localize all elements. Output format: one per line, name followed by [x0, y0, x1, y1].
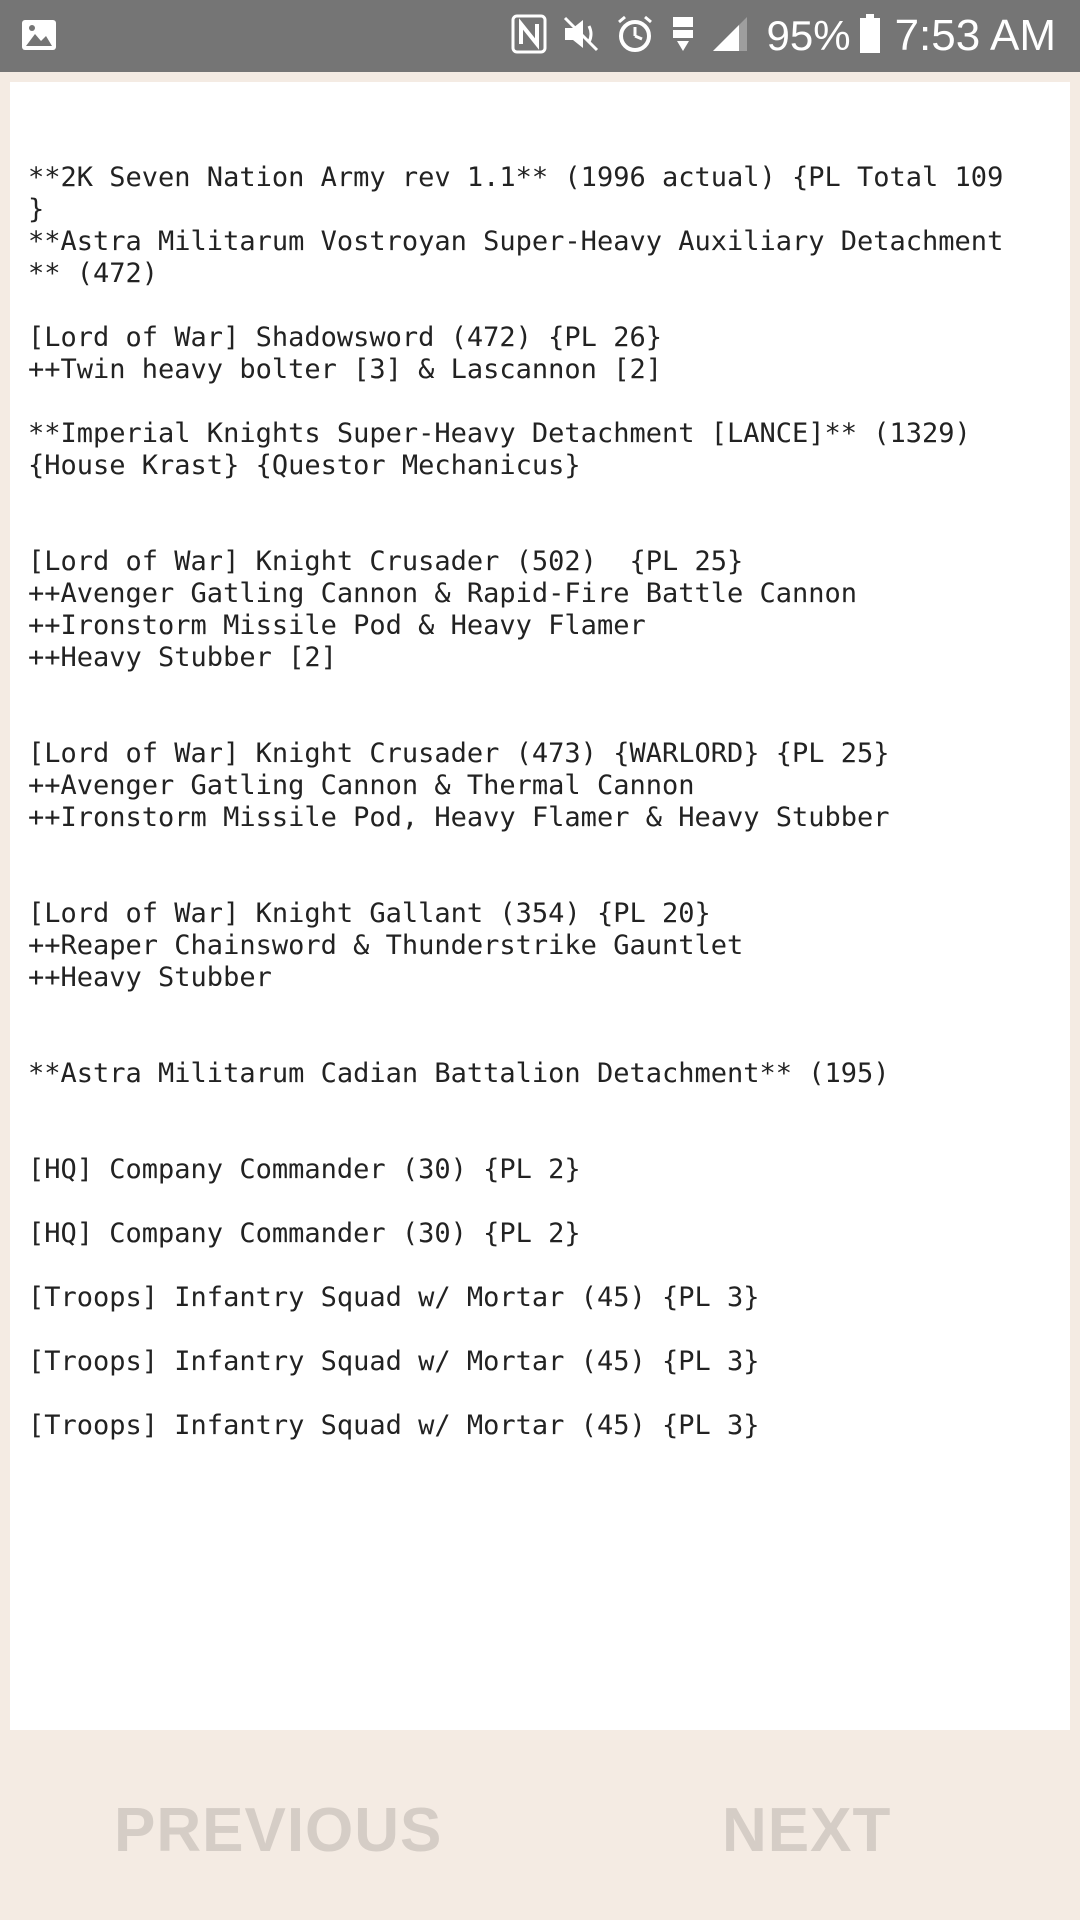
battery-percent: 95% [766, 12, 851, 59]
document-line [28, 1122, 1068, 1154]
document-line: ++Twin heavy bolter [3] & Lascannon [2] [28, 354, 662, 385]
document-line [28, 834, 1068, 866]
document-page[interactable] [10, 82, 1070, 1730]
gallery-icon [20, 16, 58, 54]
document-line [28, 1378, 1068, 1410]
document-line: ++Ironstorm Missile Pod, Heavy Flamer & Heavy Stubber [28, 802, 890, 833]
document-line: **Imperial Knights Super-Heavy Detachment [LANCE]** (1329) [28, 418, 971, 449]
document-line [28, 994, 1068, 1026]
document-line [28, 290, 1068, 322]
document-line: [Troops] Infantry Squad w/ Mortar (45) {PL 3} [28, 1346, 760, 1377]
document-line [28, 482, 1068, 514]
lte-icon [669, 13, 697, 59]
document-line: ++Reaper Chainsword & Thunderstrike Gauntlet [28, 930, 744, 961]
navigation-bar [0, 1730, 1080, 1920]
alarm-icon [615, 14, 655, 58]
document-line [28, 674, 1068, 706]
clock: 7:53 AM [894, 11, 1056, 60]
document-line: ++Heavy Stubber [28, 962, 272, 993]
document-line [28, 514, 1068, 546]
battery-icon [859, 14, 881, 58]
document-line: [Lord of War] Knight Crusader (473) {WARLORD} {PL 25} [28, 738, 890, 769]
document-line: [Lord of War] Shadowsword (472) {PL 26} [28, 322, 662, 353]
document-line [28, 1026, 1068, 1058]
previous-button[interactable]: PREVIOUS [114, 1790, 442, 1870]
next-button[interactable]: NEXT [722, 1790, 891, 1870]
status-bar [0, 0, 1080, 72]
document-line: {House Krast} {Questor Mechanicus} [28, 450, 581, 481]
signal-icon [711, 15, 749, 57]
document-line: [Troops] Infantry Squad w/ Mortar (45) {PL 3} [28, 1282, 760, 1313]
document-line [28, 1186, 1068, 1218]
document-line: [Lord of War] Knight Gallant (354) {PL 20} [28, 898, 711, 929]
document-line: ++Ironstorm Missile Pod & Heavy Flamer [28, 610, 646, 641]
document-line: ++Avenger Gatling Cannon & Thermal Cannon [28, 770, 695, 801]
document-line [28, 1314, 1068, 1346]
document-line [28, 706, 1068, 738]
document-line [28, 1250, 1068, 1282]
document-line: ++Heavy Stubber [2] [28, 642, 337, 673]
document-line: **2K Seven Nation Army rev 1.1** (1996 actual) {PL Total 109 [28, 162, 1004, 193]
document-line: [HQ] Company Commander (30) {PL 2} [28, 1218, 581, 1249]
document-line: [Troops] Infantry Squad w/ Mortar (45) {PL 3} [28, 1410, 760, 1441]
document-line: **Astra Militarum Cadian Battalion Detachment** (195) [28, 1058, 890, 1089]
document-line [28, 866, 1068, 898]
document-line: [HQ] Company Commander (30) {PL 2} [28, 1154, 581, 1185]
document-line: **Astra Militarum Vostroyan Super-Heavy Auxiliary Detachment [28, 226, 1004, 257]
document-line: ++Avenger Gatling Cannon & Rapid-Fire Battle Cannon [28, 578, 858, 609]
document-line [28, 386, 1068, 418]
document-line: } [28, 194, 45, 225]
army-list-text [28, 162, 1068, 1442]
status-icons [511, 0, 1057, 72]
document-line: [Lord of War] Knight Crusader (502) {PL 25} [28, 546, 744, 577]
document-line [28, 1090, 1068, 1122]
nfc-icon [511, 14, 547, 58]
mute-icon [561, 14, 601, 58]
document-line: ** (472) [28, 258, 159, 289]
